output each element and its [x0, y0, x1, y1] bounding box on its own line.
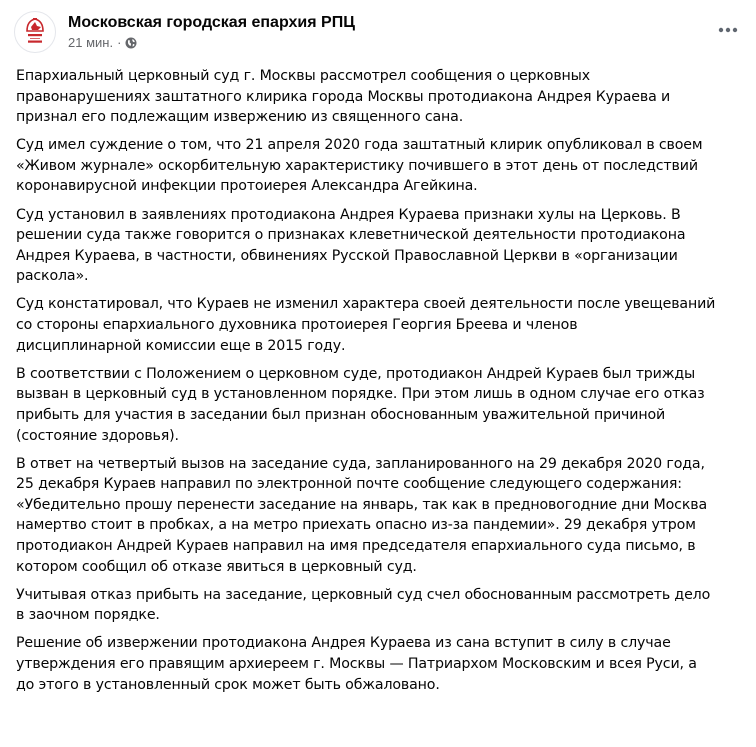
- text-line: Решение об извержении протодиакона Андрея Кураева из сана вступит в силу в случае: [16, 635, 671, 652]
- text-line: Епархиальный церковный суд г. Москвы рассмотрел сообщения о церковных: [16, 68, 590, 84]
- text-line: протодиакон Андрей Кураев направил на имя председателя епархиального суда письмо, в: [16, 537, 696, 554]
- diocese-logo-icon: [18, 15, 52, 49]
- text-line: в заочном порядке.: [16, 607, 160, 624]
- avatar[interactable]: [14, 11, 56, 53]
- paragraph-5: [16, 364, 744, 446]
- paragraph-1: [16, 66, 744, 128]
- text-line: «Убедительно прошу перенести заседание на январь, так как в предновогодние дни Москва: [16, 496, 708, 513]
- text-line: Суд имел суждение о том, что 21 апреля 2020 года заштатный клирик опубликовал в своем: [16, 137, 703, 154]
- paragraph-6: [16, 454, 744, 578]
- text-line: прибыть для участия в заседании был признан обоснованным уважительной причиной: [16, 406, 666, 423]
- text-line: Андрея Кураева, в частности, обвинениях Русской Православной Церкви в «организации: [16, 247, 678, 264]
- text-line: котором сообщил об отказе явиться в церковный суд.: [16, 558, 417, 575]
- text-line: решении суда также говорится о признаках клеветнической деятельности протодиакона: [16, 227, 686, 244]
- paragraph-2: [16, 135, 744, 197]
- text-line: вызван в церковный суд в установленном порядке. При этом лишь в одном случае его отказ: [16, 386, 705, 403]
- text-line: Суд констатировал, что Кураев не изменил характера своей деятельности после увещеваний: [16, 296, 716, 313]
- text-line: Суд установил в заявлениях протодиакона Андрея Кураева признаки хулы на Церковь. В: [16, 206, 681, 223]
- more-horizontal-icon: [718, 27, 738, 33]
- text-line: признал его подлежащим извержению из священного сана.: [16, 109, 464, 126]
- text-line: раскола».: [16, 268, 89, 285]
- text-line: до этого в установленный срок может быть обжаловано.: [16, 676, 440, 693]
- paragraph-7: [16, 585, 744, 626]
- text-line: дисциплинарной комиссии еще в 2015 году.: [16, 337, 346, 354]
- text-line: со стороны епархиального духовника протоиерея Георгия Бреева и членов: [16, 317, 578, 334]
- post-subline: [68, 34, 355, 52]
- text-line: утверждения его правящим архиереем г. Москвы — Патриархом Московским и всея Руси, а: [16, 655, 697, 672]
- paragraph-3: [16, 205, 744, 287]
- separator: ·: [117, 34, 122, 50]
- text-line: Учитывая отказ прибыть на заседание, церковный суд счел обоснованным рассмотреть дело: [16, 586, 711, 603]
- text-line: (состояние здоровья).: [16, 427, 179, 444]
- paragraph-8: [16, 633, 744, 695]
- page-name-link[interactable]: Московская городская епархия РПЦ: [68, 13, 355, 31]
- text-line: коронавирусной инфекции протоиерея Александра Агейкина.: [16, 178, 478, 195]
- text-line: намертво стоит в пробках, а на метро приехать опасно из-за пандемии». 29 декабря утром: [16, 517, 696, 534]
- post-header: [14, 10, 355, 54]
- text-line: правонарушениях заштатного клирика города Москвы протодиакона Андрея Кураева и: [16, 88, 671, 105]
- text-line: «Живом журнале» оскорбительную характеристику почившего в этот день от последствий: [16, 157, 698, 174]
- text-line: В соответствии с Положением о церковном суде, протодиакон Андрей Кураев был трижды: [16, 365, 696, 382]
- globe-icon[interactable]: [125, 37, 137, 49]
- more-options-button[interactable]: [714, 18, 742, 42]
- text-line: В ответ на четвертый вызов на заседание суда, запланированного на 29 декабря 2020 года,: [16, 455, 705, 472]
- post-meta: [68, 13, 355, 52]
- post-body: [16, 66, 744, 703]
- paragraph-4: [16, 294, 744, 356]
- timestamp-link[interactable]: 21 мин.: [68, 34, 114, 50]
- text-line: 25 декабря Кураев направил по электронной почте сообщение следующего содержания:: [16, 476, 682, 493]
